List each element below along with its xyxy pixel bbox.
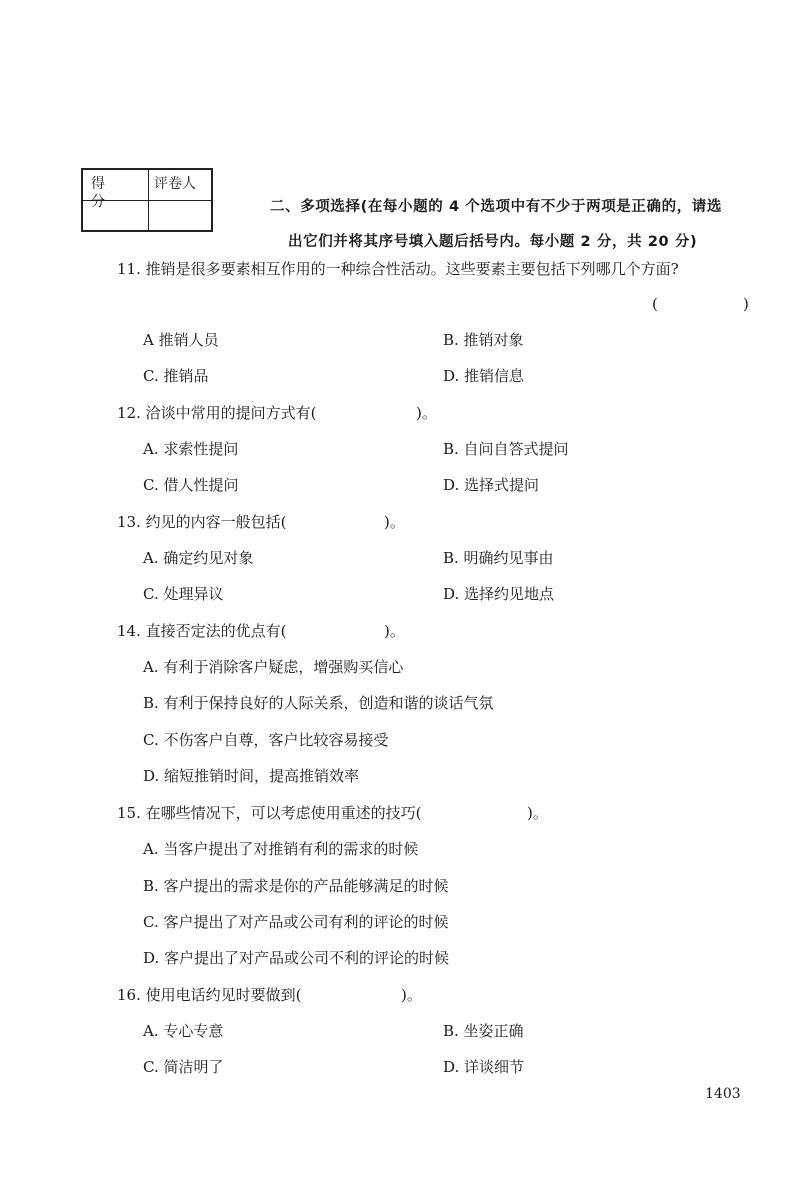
question-12-option-a: A. 求索性提问 bbox=[143, 440, 239, 458]
question-15-option-a: A. 当客户提出了对推销有利的需求的时候 bbox=[143, 840, 419, 858]
question-14-option-a: A. 有利于消除客户疑虑，增强购买信心 bbox=[143, 658, 404, 676]
question-16-option-d: D. 详谈细节 bbox=[443, 1058, 525, 1076]
question-11-answer-open: ( bbox=[652, 295, 658, 313]
page-number: 1403 bbox=[705, 1086, 741, 1102]
question-11-option-b: B. 推销对象 bbox=[443, 331, 524, 349]
question-11-option-c: C. 推销品 bbox=[143, 367, 209, 385]
question-13-option-b: B. 明确约见事由 bbox=[443, 549, 554, 567]
question-13-option-c: C. 处理异议 bbox=[143, 585, 224, 603]
question-12-option-d: D. 选择式提问 bbox=[443, 476, 540, 494]
question-14-option-b: B. 有利于保持良好的人际关系，创造和谐的谈话气氛 bbox=[143, 694, 494, 712]
question-12-option-b: B. 自问自答式提问 bbox=[443, 440, 569, 458]
question-16-option-c: C. 简洁明了 bbox=[143, 1058, 224, 1076]
question-12-stem: 12. 洽谈中常用的提问方式有( bbox=[117, 404, 317, 422]
question-11-answer-close: ) bbox=[743, 295, 749, 313]
question-16-stem: 16. 使用电话约见时要做到( bbox=[117, 986, 302, 1004]
question-16-option-b: B. 坐姿正确 bbox=[443, 1022, 524, 1040]
question-12-answer-close: )。 bbox=[416, 404, 437, 422]
table-divider-vertical bbox=[148, 170, 149, 230]
score-table bbox=[81, 168, 213, 232]
question-11-stem: 11. 推销是很多要素相互作用的一种综合性活动。这些要素主要包括下列哪几个方面? bbox=[117, 260, 679, 278]
question-14-stem: 14. 直接否定法的优点有( bbox=[117, 622, 287, 640]
question-13-option-a: A. 确定约见对象 bbox=[143, 549, 254, 567]
question-13-option-d: D. 选择约见地点 bbox=[443, 585, 555, 603]
question-13-answer-close: )。 bbox=[384, 513, 405, 531]
question-15-option-c: C. 客户提出了对产品或公司有利的评论的时候 bbox=[143, 913, 449, 931]
question-15-stem: 15. 在哪些情况下，可以考虑使用重述的技巧( bbox=[117, 804, 422, 822]
question-15-option-d: D. 客户提出了对产品或公司不利的评论的时候 bbox=[143, 949, 450, 967]
question-14-answer-close: )。 bbox=[384, 622, 405, 640]
score-label: 得 分 bbox=[91, 176, 119, 210]
question-15-answer-close: )。 bbox=[527, 804, 548, 822]
question-11-option-a: A 推销人员 bbox=[143, 331, 219, 349]
question-12-option-c: C. 借人性提问 bbox=[143, 476, 239, 494]
question-16-answer-close: )。 bbox=[401, 986, 422, 1004]
section-title-line-2: 出它们并将其序号填入题后括号内。每小题 2 分，共 20 分) bbox=[288, 234, 698, 250]
grader-label: 评卷人 bbox=[154, 176, 196, 192]
section-title bbox=[270, 190, 755, 260]
question-14-option-c: C. 不伤客户自尊，客户比较容易接受 bbox=[143, 731, 389, 749]
question-14-option-d: D. 缩短推销时间，提高推销效率 bbox=[143, 767, 360, 785]
question-16-option-a: A. 专心专意 bbox=[143, 1022, 224, 1040]
question-13-stem: 13. 约见的内容一般包括( bbox=[117, 513, 287, 531]
question-11-option-d: D. 推销信息 bbox=[443, 367, 525, 385]
section-title-line-1: 二、多项选择(在每小题的 4 个选项中有不少于两项是正确的，请选 bbox=[270, 199, 723, 215]
question-15-option-b: B. 客户提出的需求是你的产品能够满足的时候 bbox=[143, 877, 449, 895]
